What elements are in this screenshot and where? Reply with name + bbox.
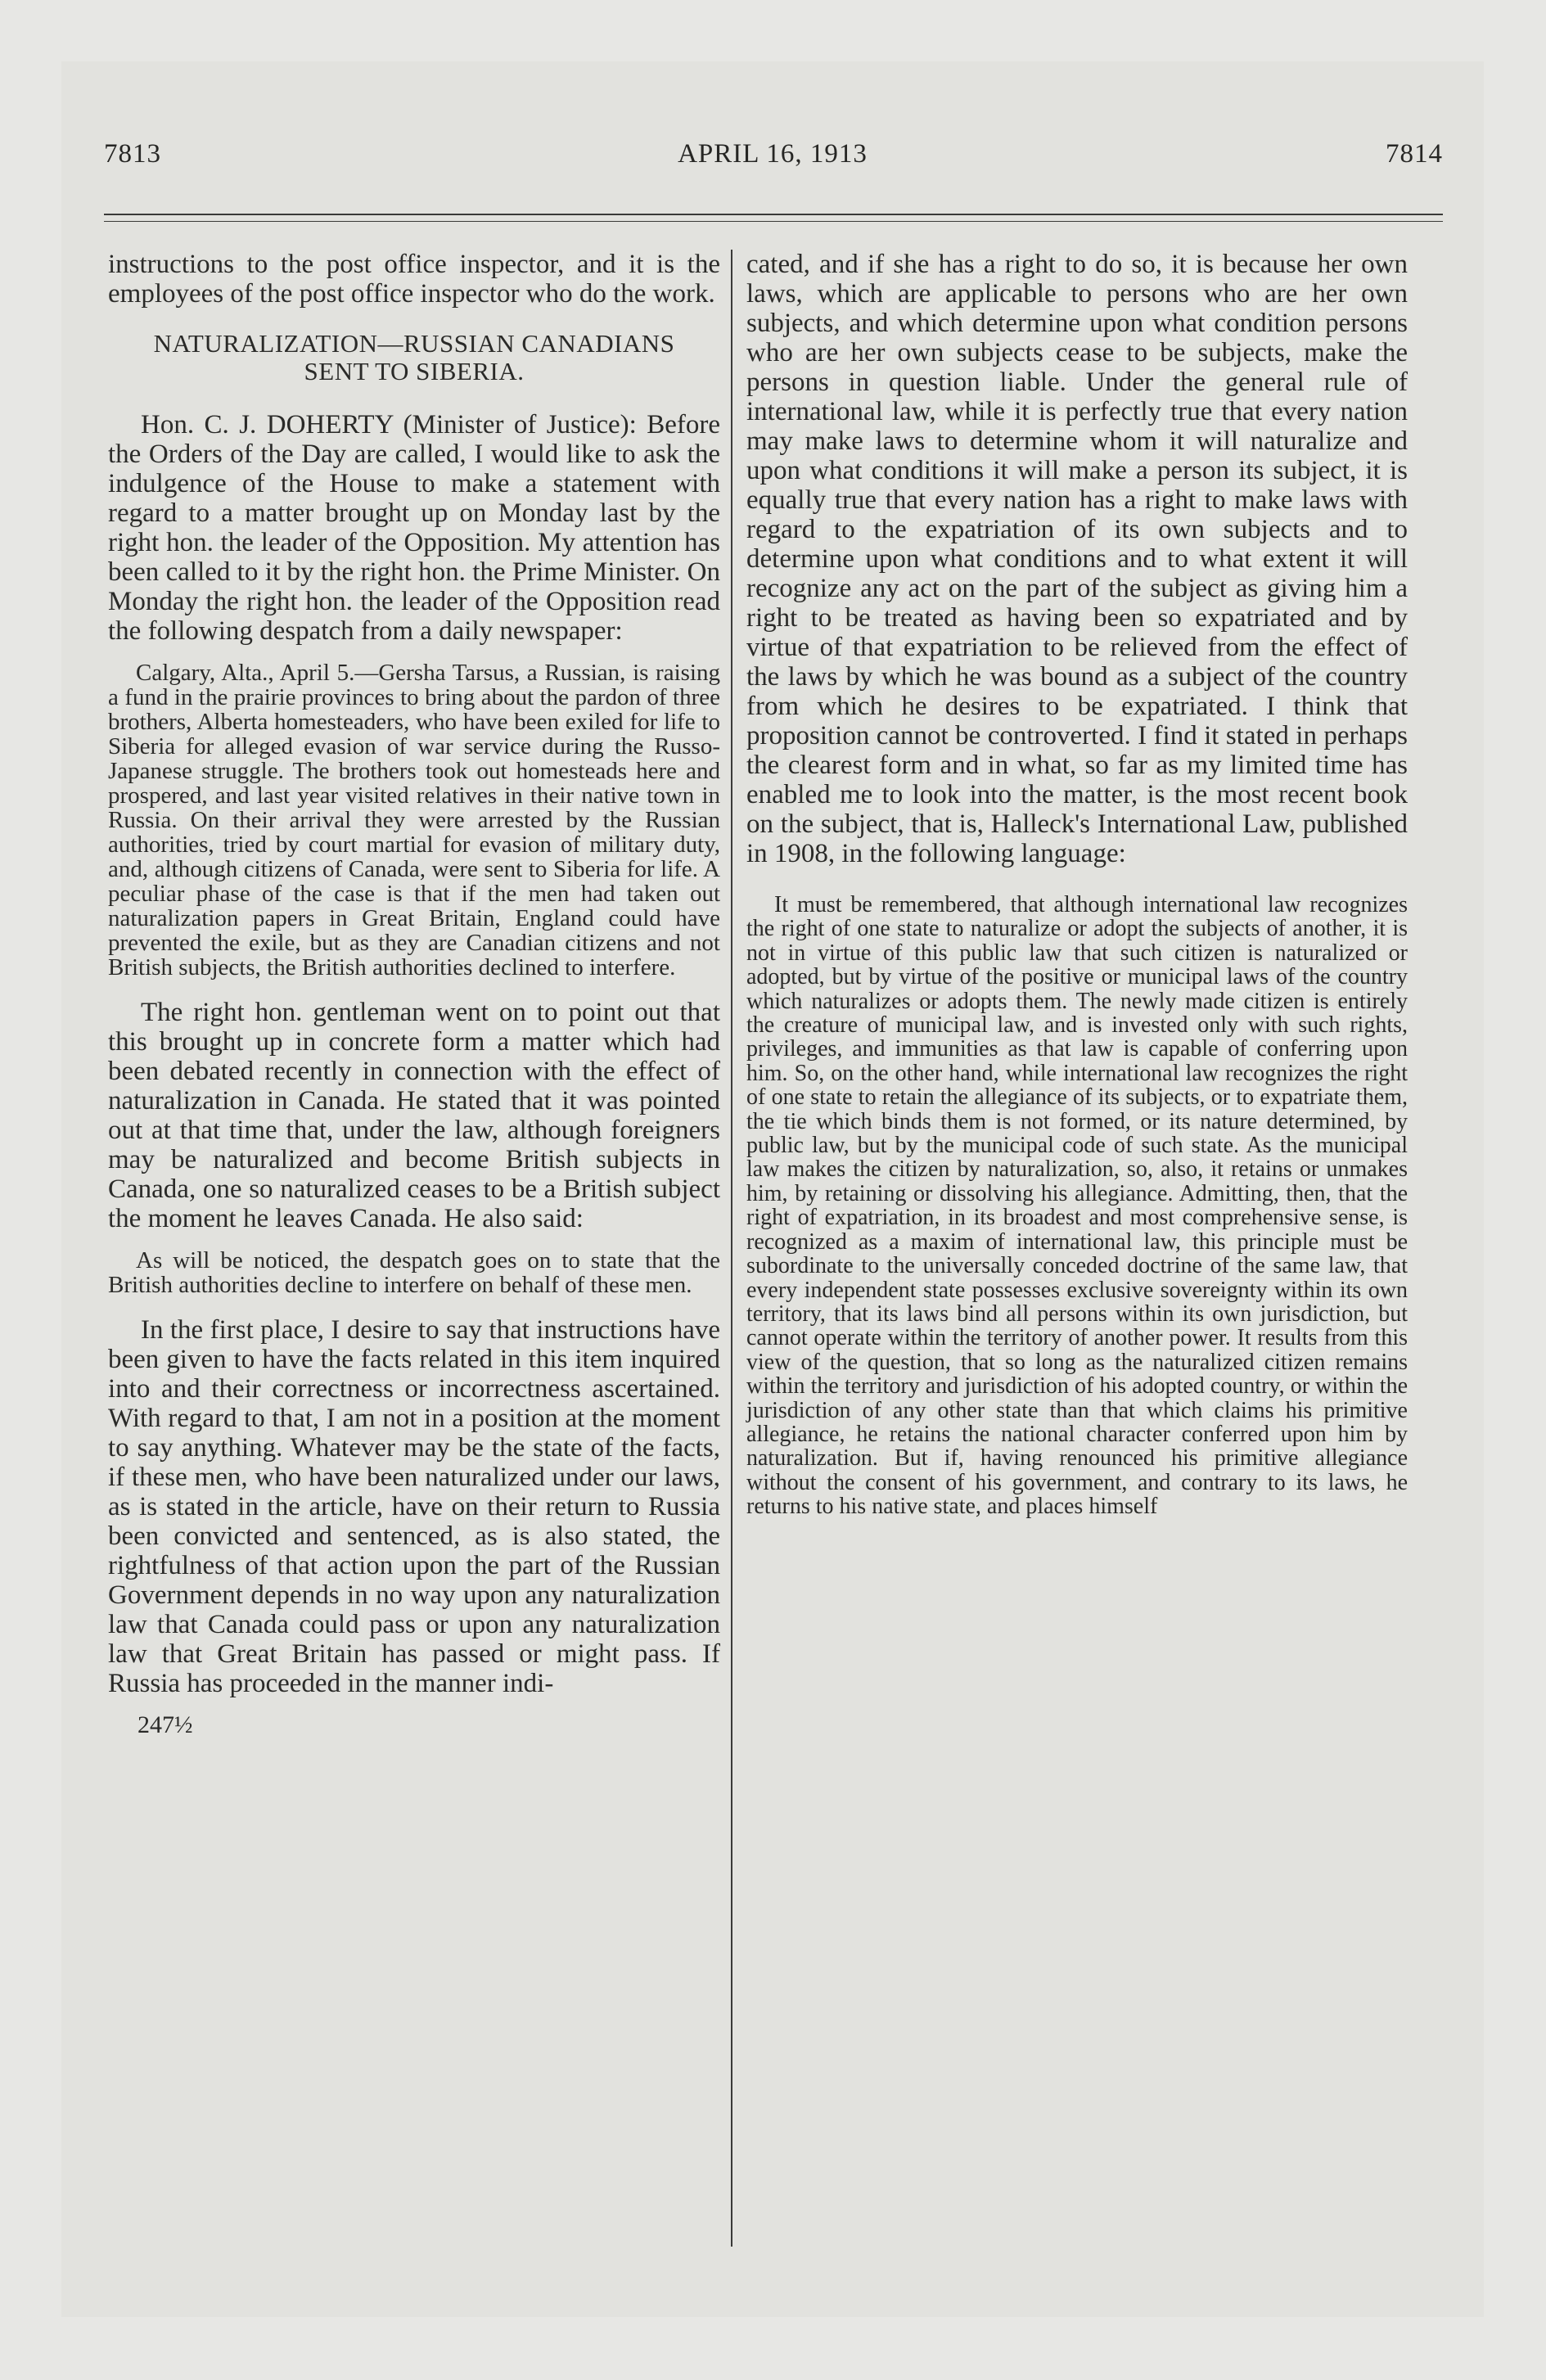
page-header bbox=[61, 139, 1484, 188]
header-rule-thin bbox=[104, 221, 1443, 222]
signature-mark: 247½ bbox=[137, 1711, 193, 1738]
left-page-number: 7813 bbox=[104, 139, 161, 169]
continuation-paragraph: cated, and if she has a right to do so, it is because her own laws, which are applicable to persons who are her own subjects, and which determine upon what condition persons who are her own subjects cease to be subjects, make the persons in question liable. Under the general rule of international law, while it is perfectly true that every nation may make laws to determine whom it will naturalize and upon what conditions it will make a person its subject, it is equally true that every nation has a right to make laws with regard to the expatriation of its own subjects and to determine upon what conditions and to what extent it will recognize any act on the part of the subject as giving him a right to be treated as having been so expatriated and by virtue of that expatriation to be relieved from the effect of the laws by which he was bound as a subject of the country from which he desires to be expatriated. I think that proposition cannot be controverted. I find it stated in perhaps the clearest form and in what, so far as my limited time has enabled me to look into the matter, is the most recent book on the subject, that is, Halleck's International Law, published in 1908, in the following language: bbox=[746, 250, 1408, 868]
header-rule bbox=[104, 214, 1443, 215]
second-paragraph: The right hon. gentleman went on to point out that this brought up in concrete form a matter which had been debated recently in connection with the effect of naturalization in Canada. He stated that it was pointed out at that time that, under the law, although foreigners may be naturalized and become British subjects in Canada, one so naturalized ceases to be a British subject the moment he leaves Canada. He also said: bbox=[108, 998, 720, 1233]
third-paragraph: In the first place, I desire to say that instructions have been given to have the facts related in this item inquired into and their correctness or incorrectness ascertained. With regard to that, I am not in a position at the moment to say anything. Whatever may be the state of the facts, if these men, who have been naturalized under our laws, as is stated in the article, have on their return to Russia been convicted and sentenced, as is also stated, the rightfulness of that action upon the part of the Russian Government depends in no way upon any naturalization law that Canada could pass or upon any naturalization law that Great Britain has passed or might pass. If Russia has proceeded in the manner indi- bbox=[108, 1315, 720, 1698]
right-column bbox=[746, 250, 1408, 1537]
right-page-number: 7814 bbox=[1386, 139, 1443, 169]
despatch-quote: Calgary, Alta., April 5.—Gersha Tarsus, a Russian, is raising a fund in the prairie provinces to bring about the pardon of three brothers, Alberta homesteaders, who have been exiled for life to Siberia for alleged evasion of war service during the Russo-Japanese struggle. The brothers took out homesteads here and prospered, and last year visited relatives in their native town in Russia. On their arrival they were arrested by the Russian authorities, tried by court martial for evasion of military duty, and, although citizens of Canada, were sent to Siberia for life. A peculiar phase of the case is that if the men had taken out naturalization papers in Great Britain, England could have prevented the exile, but as they are Canadian citizens and not British subjects, the British authorities declined to interfere. bbox=[108, 660, 720, 980]
left-column bbox=[108, 250, 720, 1739]
page-date: APRIL 16, 1913 bbox=[678, 139, 868, 169]
doherty-paragraph: Hon. C. J. DOHERTY (Minister of Justice): Before the Orders of the Day are called, I would like to ask the indulgence of the House to make a statement with regard to a matter brought up on Monday last by the right hon. the leader of the Opposition. My attention has been called to it by the right hon. the Prime Minister. On Monday the right hon. the leader of the Opposition read the following despatch from a daily newspaper: bbox=[108, 410, 720, 646]
page bbox=[61, 61, 1484, 2317]
short-quote: As will be noticed, the despatch goes on to state that the British authorities decline to interfere on behalf of these men. bbox=[108, 1247, 720, 1298]
section-heading: NATURALIZATION—RUSSIAN CANADIANS SENT TO SIBERIA. bbox=[153, 329, 675, 385]
halleck-quote: It must be remembered, that although international law recognizes the right of one state to naturalize or adopt the subjects of another, it is not in virtue of this public law that such citizen is naturalized or adopted, but by virtue of the positive or municipal laws of the country which naturalizes or adopts them. The newly made citizen is entirely the creature of municipal law, and is invested only with such rights, privileges, and immunities as that law is capable of conferring upon him. So, on the other hand, while international law recognizes the right of one state to retain the allegiance of its subjects, or to expatriate them, the tie which binds them is not formed, or its nature determined, by public law, but by the municipal code of such state. As the municipal law makes the citizen by naturalization, so, also, it retains or unmakes him, by retaining or dissolving his allegiance. Admitting, then, that the right of expatriation, in its broadest and most comprehensive sense, is recognized as a maxim of international law, this principle must be subordinate to the universally conceded doctrine of the same law, that every independent state possesses exclusive sovereignty within its own territory, that its laws bind all persons within its own jurisdiction, but cannot operate within the territory of another power. It results from this view of the question, that so long as the naturalized citizen remains within the territory and jurisdiction of his adopted country, or within the jurisdiction of any other state than that which claims his primitive allegiance, he retains the national character conferred upon him by naturalization. But if, having renounced his primitive allegiance without the consent of his government, and contrary to its laws, he returns to his native state, and places himself bbox=[746, 892, 1408, 1520]
intro-paragraph: instructions to the post office inspector, and it is the employees of the post office inspector who do the work. bbox=[108, 250, 720, 309]
column-divider bbox=[731, 250, 732, 2247]
